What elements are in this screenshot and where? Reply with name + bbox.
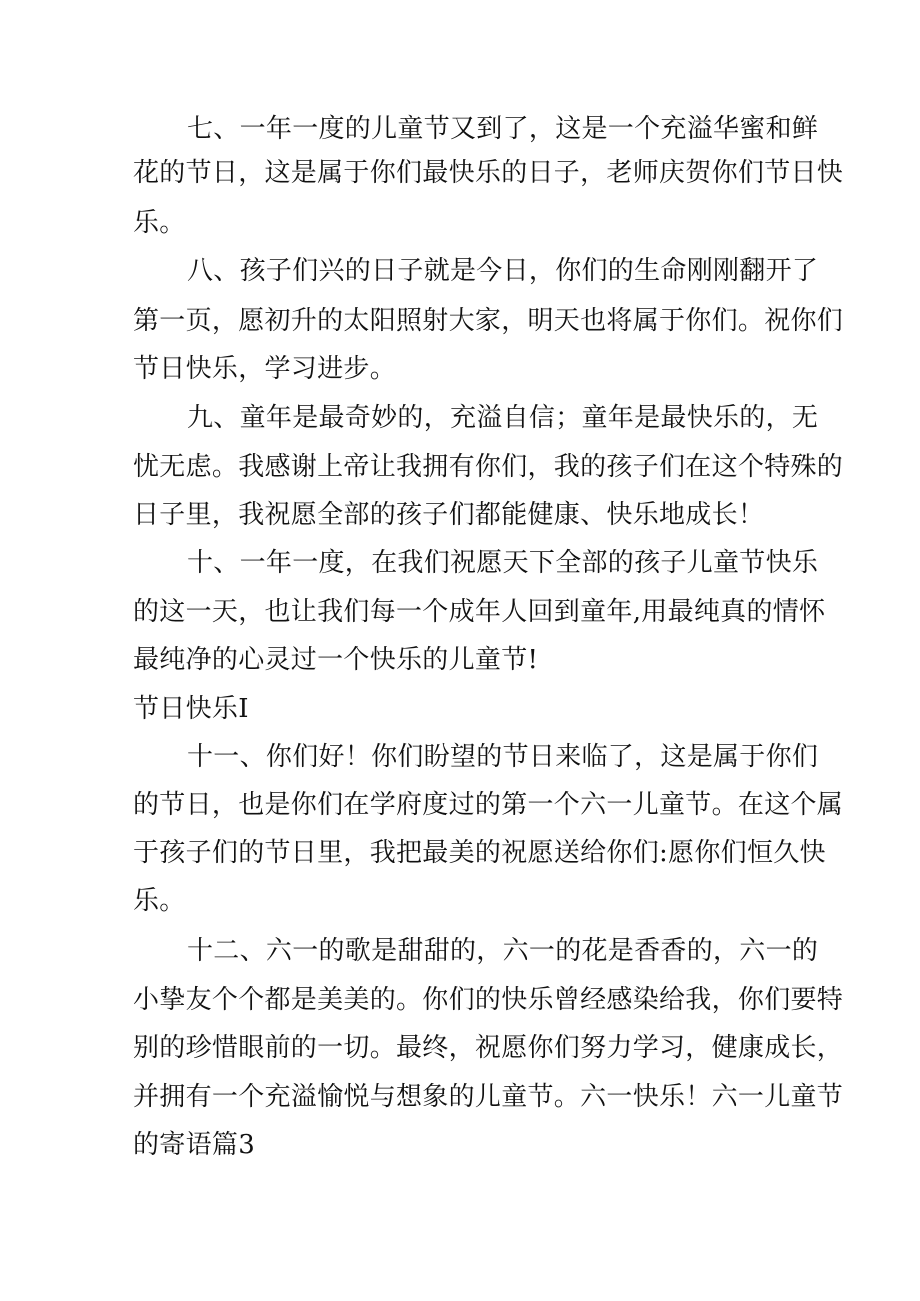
paragraph-10-line-1: 十、一年一度，在我们祝愿天下全部的孩子儿童节快乐: [187, 548, 819, 578]
paragraph-10-line-3: 最纯净的心灵过一个快乐的儿童节!: [133, 645, 539, 675]
paragraph-12-line-3: 别的珍惜眼前的一切。最终，祝愿你们努力学习，健康成长，: [133, 1033, 844, 1063]
paragraph-12-line-5: 的寄语篇3: [133, 1130, 256, 1160]
paragraph-10-line-2: 的这一天，也让我们每一个成年人回到童年,用最纯真的情怀: [133, 597, 826, 627]
paragraph-11-line-3: 于孩子们的节日里，我把最美的祝愿送给你们:愿你们恒久快: [133, 838, 826, 868]
paragraph-8-line-1: 八、孩子们兴的日子就是今日，你们的生命刚刚翻开了: [187, 256, 819, 286]
paragraph-8-line-2: 第一页，愿初升的太阳照射大家，明天也将属于你们。祝你们: [133, 306, 844, 336]
paragraph-12-line-2: 小挚友个个都是美美的。你们的快乐曾经感染给我，你们要特: [133, 985, 844, 1015]
paragraph-8-line-3: 节日快乐，学习进步。: [133, 354, 397, 384]
paragraph-12-line-1: 十二、六一的歌是甜甜的，六一的花是香香的，六一的: [187, 936, 819, 966]
paragraph-9-line-2: 忧无虑。我感谢上帝让我拥有你们，我的孩子们在这个特殊的: [133, 452, 844, 482]
paragraph-12-line-4: 并拥有一个充溢愉悦与想象的儿童节。六一快乐！六一儿童节: [133, 1082, 844, 1112]
paragraph-7-line-3: 乐。: [133, 208, 186, 238]
paragraph-11-line-2: 的节日，也是你们在学府度过的第一个六一儿童节。在这个属: [133, 790, 844, 820]
paragraph-10-line-4: 节日快乐I: [133, 694, 249, 724]
paragraph-9-line-1: 九、童年是最奇妙的，充溢自信；童年是最快乐的，无: [187, 403, 819, 433]
paragraph-11-line-1: 十一、你们好！你们盼望的节日来临了，这是属于你们: [187, 742, 819, 772]
paragraph-7-line-2: 花的节日，这是属于你们最快乐的日子，老师庆贺你们节日快: [133, 158, 844, 188]
paragraph-11-line-4: 乐。: [133, 886, 186, 916]
paragraph-7-line-1: 七、一年一度的儿童节又到了，这是一个充溢华蜜和鲜: [187, 114, 819, 144]
paragraph-9-line-3: 日子里，我祝愿全部的孩子们都能健康、快乐地成长！: [133, 500, 765, 530]
